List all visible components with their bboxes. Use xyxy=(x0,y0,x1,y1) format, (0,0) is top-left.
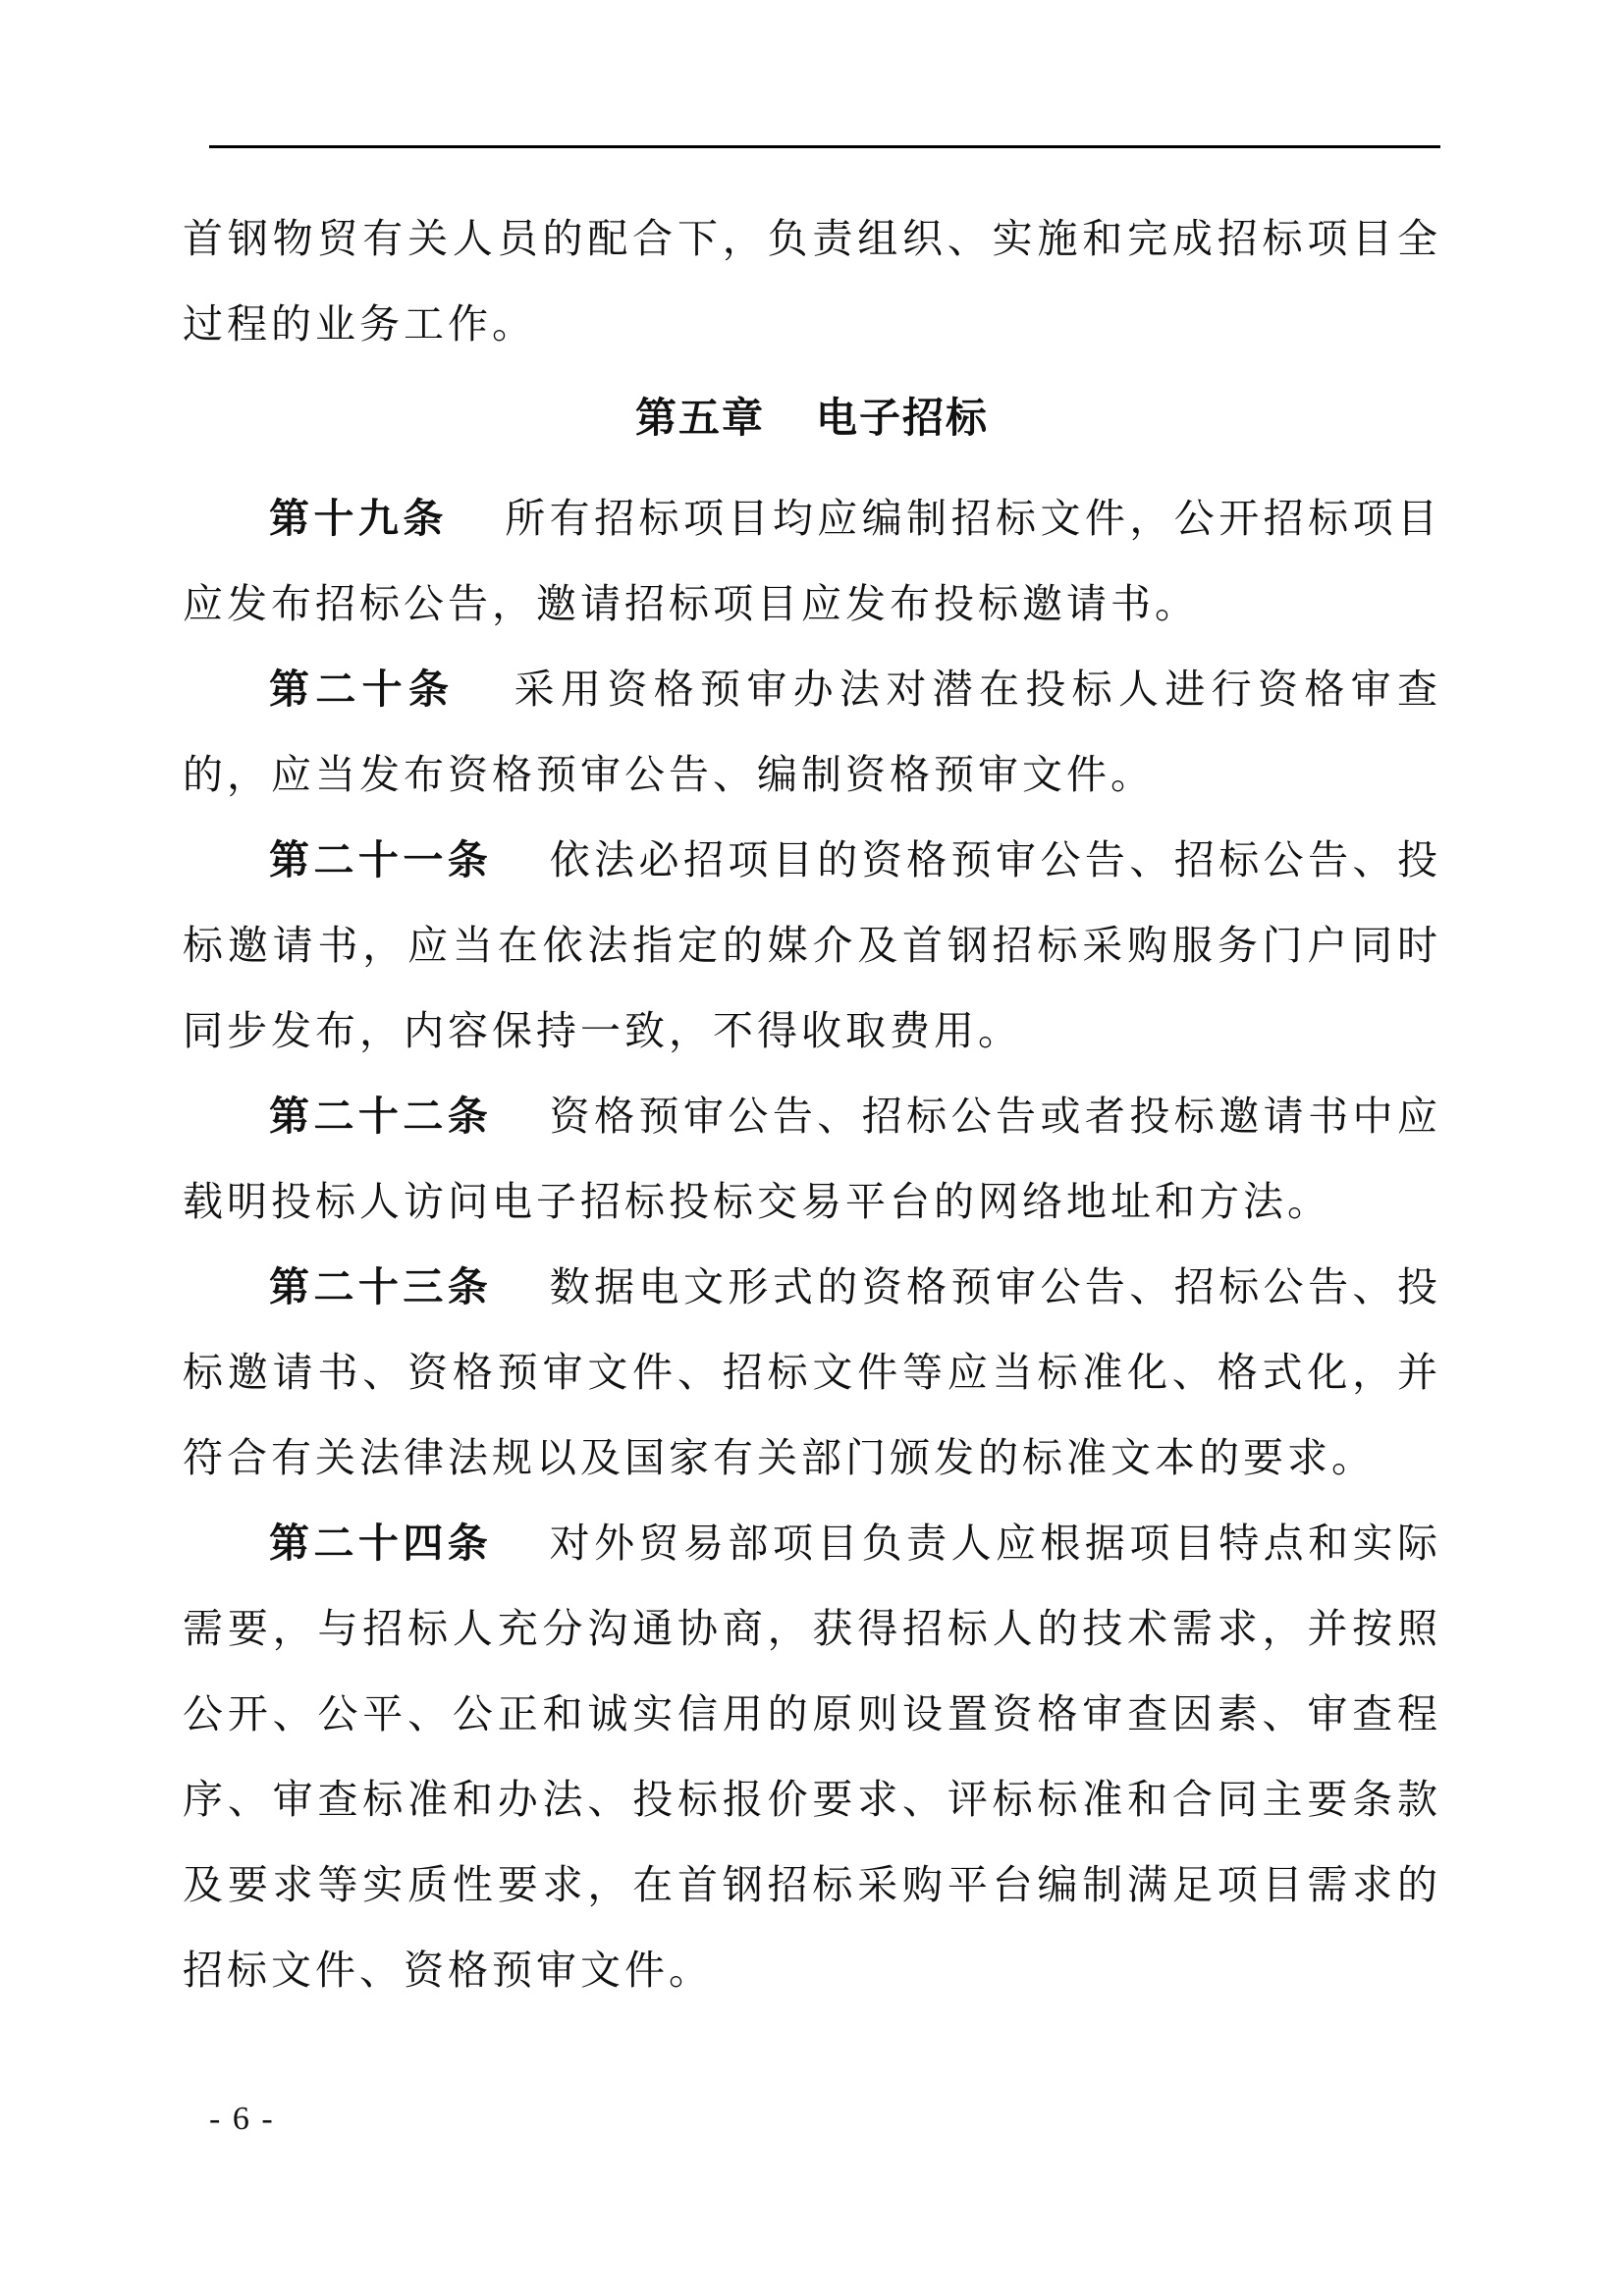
article-label: 第二十三条 xyxy=(269,1263,493,1310)
document-body xyxy=(183,196,1441,2013)
article-label: 第二十二条 xyxy=(269,1093,493,1140)
article-23 xyxy=(183,1245,1441,1501)
continuation-paragraph: 首钢物贸有关人员的配合下，负责组织、实施和完成招标项目全过程的业务工作。 xyxy=(183,215,1441,347)
article-label: 第二十条 xyxy=(269,666,456,713)
chapter-title: 电子招标 xyxy=(816,394,990,442)
article-21 xyxy=(183,818,1441,1074)
page-number: - 6 - xyxy=(209,2101,275,2137)
article-20 xyxy=(183,647,1441,818)
article-label: 第二十四条 xyxy=(269,1520,493,1567)
article-text: 对外贸易部项目负责人应根据项目特点和实际需要，与招标人充分沟通协商，获得招标人的技术需求，并按照公开、公平、公正和诚实信用的原则设置资格审查因素、审查程序、审查标准和办法、投标报价要求、评标标准和合同主要条款及要求等实质性要求，在首钢招标采购平台编制满足项目需求的招标文件、资格预审文件。 xyxy=(183,1520,1442,1994)
article-24 xyxy=(183,1501,1441,2013)
article-text: 数据电文形式的资格预审公告、招标公告、投标邀请书、资格预审文件、招标文件等应当标准化、格式化，并符合有关法律法规以及国家有关部门颁发的标准文本的要求。 xyxy=(183,1263,1442,1481)
chapter-label: 第五章 xyxy=(634,394,765,442)
article-label: 第二十一条 xyxy=(269,836,493,883)
article-22 xyxy=(183,1074,1441,1245)
article-label: 第十九条 xyxy=(269,495,448,542)
article-text: 所有招标项目均应编制招标文件，公开招标项目应发布招标公告，邀请招标项目应发布投标邀请书。 xyxy=(183,495,1442,627)
header-rule xyxy=(209,145,1440,148)
chapter-heading xyxy=(183,367,1441,476)
article-19 xyxy=(183,476,1441,647)
article-text: 采用资格预审办法对潜在投标人进行资格审查的，应当发布资格预审公告、编制资格预审文件。 xyxy=(183,666,1442,798)
article-text: 资格预审公告、招标公告或者投标邀请书中应载明投标人访问电子招标投标交易平台的网络地址和方法。 xyxy=(183,1093,1442,1225)
article-text: 依法必招项目的资格预审公告、招标公告、投标邀请书，应当在依法指定的媒介及首钢招标采购服务门户同时同步发布，内容保持一致，不得收取费用。 xyxy=(183,836,1442,1054)
